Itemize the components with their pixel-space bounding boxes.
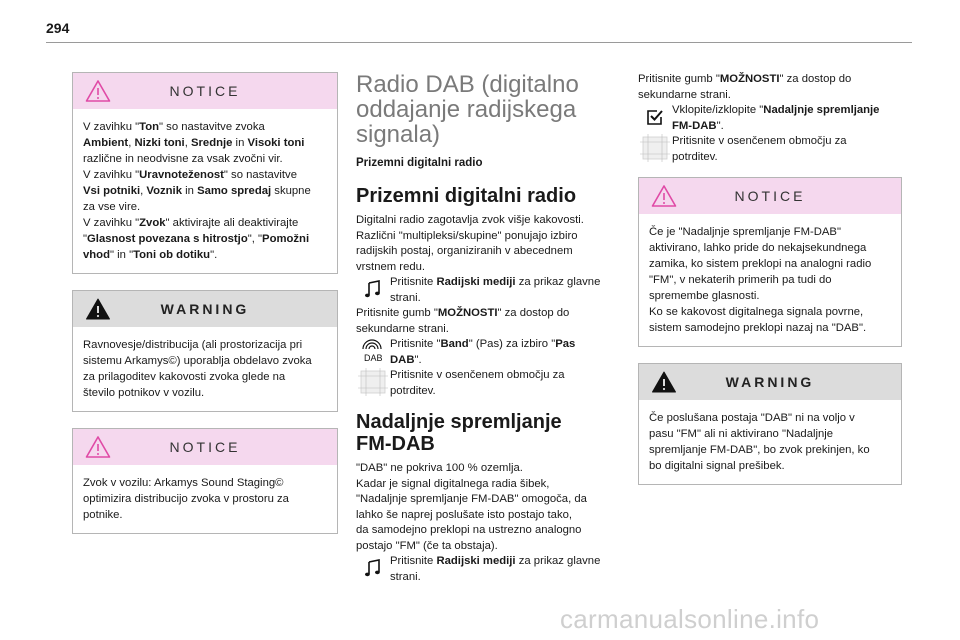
step-band-dab: DAB Pritisnite "Band" (Pas) za izbiro "Pas DAB". xyxy=(356,337,624,368)
notice-body xyxy=(639,214,901,346)
text-line: spremljanje FM-DAB", bo zvok prekinjen, ko xyxy=(649,444,870,456)
svg-text:DAB: DAB xyxy=(364,353,383,363)
text-line: sistem samodejno preklopi nazaj na "DAB". xyxy=(649,322,867,334)
dab-radio-icon[interactable] xyxy=(356,337,390,365)
step-toggle-fm-dab: Vklopite/izklopite "Nadaljnje spremljanje FM-DAB". xyxy=(638,103,902,134)
step-confirm: Pritisnite v osenčenem območju za potrditev. xyxy=(638,134,902,165)
text-line: različne in neodvisne za vsak zvočni vir. xyxy=(83,153,283,165)
text-line: spremembe glasnosti. xyxy=(649,290,760,302)
notice-triangle-icon xyxy=(85,435,111,459)
text-line: pasu "FM" ali ni aktivirano "Nadaljnje xyxy=(649,428,834,440)
text-line: Če poslušana postaja "DAB" ni na voljo v xyxy=(649,412,855,424)
text-line: postajo "FM" (če ta obstaja). xyxy=(356,539,498,552)
step-confirm: Pritisnite v osenčenem območju za potrditev. xyxy=(356,368,624,399)
shaded-area-icon[interactable] xyxy=(638,134,672,162)
page-subtitle: Prizemni digitalni radio xyxy=(356,157,483,169)
text-line: Pritisnite gumb "MOŽNOSTI" za dostop do xyxy=(356,307,570,319)
notice-header xyxy=(639,178,901,214)
warning-label: WARNING xyxy=(725,374,815,390)
shaded-area-icon[interactable] xyxy=(356,368,390,396)
notice-label: NOTICE xyxy=(734,188,806,204)
text-line: V zavihku "Ton" so nastavitve zvoka xyxy=(83,121,265,133)
text-line: vrstnem redu. xyxy=(356,260,426,273)
text-line: vhod" in "Toni ob dotiku". xyxy=(83,249,218,261)
text-line: za vse vire. xyxy=(83,201,141,213)
text-line: radijskih postaj, organiziranih v abecednem xyxy=(356,245,573,257)
warning-header xyxy=(639,364,901,400)
notice-triangle-icon xyxy=(651,184,677,208)
text-line: Digitalni radio zagotavlja zvok višje kakovosti. xyxy=(356,214,584,226)
text-line: bo digitalni signal prešibek. xyxy=(649,460,785,472)
text-line: Ambient, Nizki toni, Srednje in Visoki toni xyxy=(83,137,305,149)
notice-label: NOTICE xyxy=(169,83,241,99)
text-line: "DAB" ne pokriva 100 % ozemlja. xyxy=(356,462,523,474)
right-column xyxy=(638,72,902,501)
step-radio-media: Pritisnite Radijski mediji za prikaz glavne strani. xyxy=(356,275,624,306)
warning-label: WARNING xyxy=(160,301,250,317)
music-note-icon[interactable] xyxy=(356,554,390,582)
text-line: Zvok v vozilu: Arkamys Sound Staging© xyxy=(83,477,284,489)
section-heading: Prizemni digitalni radio xyxy=(356,185,577,207)
notice-header xyxy=(73,429,337,465)
warning-body xyxy=(73,327,337,411)
warning-body xyxy=(639,400,901,484)
text-line: Kadar je signal digitalnega radia šibek, xyxy=(356,477,550,490)
notice-label: NOTICE xyxy=(169,439,241,455)
notice-box-fm-dab xyxy=(638,177,902,347)
middle-column xyxy=(356,72,624,585)
notice-body xyxy=(73,465,337,533)
text-line: aktivirano, lahko pride do nekajsekundnega xyxy=(649,242,867,254)
text-line: potnike. xyxy=(83,509,123,521)
page-number: 294 xyxy=(46,20,70,36)
section-heading: Nadaljnje spremljanje FM-DAB xyxy=(356,411,562,455)
warning-header xyxy=(73,291,337,327)
text-line: V zavihku "Uravnoteženost" so nastavitve xyxy=(83,169,297,181)
notice-box-arkamys xyxy=(72,428,338,534)
text-line: Različni "multipleksi/skupine" ponujajo izbiro xyxy=(356,229,578,242)
text-line: da samodejno preklopi na ustrezno analogno xyxy=(356,524,582,536)
text-line: lahko še naprej poslušate isto postajo tako, xyxy=(356,508,573,521)
text-line: V zavihku "Zvok" aktivirajte ali deaktivirajte xyxy=(83,217,299,229)
header-rule xyxy=(46,42,912,43)
notice-triangle-icon xyxy=(85,79,111,103)
text-line: Vsi potniki, Voznik in Samo spredaj skupne xyxy=(83,185,311,197)
text-line: zamika, ko sistem preklopi na analogni radio xyxy=(649,258,872,270)
text-line: število potnikov v vozilu. xyxy=(83,387,205,399)
watermark: carmanualsonline.info xyxy=(560,604,820,634)
text-line: sekundarne strani. xyxy=(356,322,449,335)
text-line: sekundarne strani. xyxy=(638,88,731,101)
text-line: sistemu Arkamys©) uporablja obdelavo zvoka xyxy=(83,355,312,367)
music-note-icon[interactable] xyxy=(356,275,390,303)
warning-box-fm-dab xyxy=(638,363,902,485)
text-line: Ko se kakovost digitalnega signala povrne, xyxy=(649,306,864,318)
checkbox-toggle-icon[interactable] xyxy=(638,103,672,131)
text-line: "Glasnost povezana s hitrostjo", "Pomožni xyxy=(83,233,310,245)
notice-box-tone xyxy=(72,72,338,274)
warning-box-balance xyxy=(72,290,338,412)
notice-body xyxy=(73,109,337,273)
text-line: za prilagoditev kakovosti zvoka glede na xyxy=(83,371,286,383)
text-line: "FM", v nekaterih primerih pa tudi do xyxy=(649,274,832,286)
warning-triangle-icon xyxy=(651,370,677,394)
notice-header xyxy=(73,73,337,109)
text-line: Če je "Nadaljnje spremljanje FM-DAB" xyxy=(649,226,841,238)
text-line: Pritisnite gumb "MOŽNOSTI" za dostop do xyxy=(638,73,852,85)
text-line: optimizira distribucijo zvoka v prostoru za xyxy=(83,493,289,505)
text-line: Ravnovesje/distribucija (ali prostorizacija pri xyxy=(83,339,303,351)
text-line: "Nadaljnje spremljanje FM-DAB" omogoča, da xyxy=(356,493,587,505)
step-radio-media-2: Pritisnite Radijski mediji za prikaz glavne strani. xyxy=(356,554,624,585)
page-title: Radio DAB (digitalno oddajanje radijskega signala) xyxy=(356,71,579,148)
left-column xyxy=(72,72,338,550)
warning-triangle-icon xyxy=(85,297,111,321)
